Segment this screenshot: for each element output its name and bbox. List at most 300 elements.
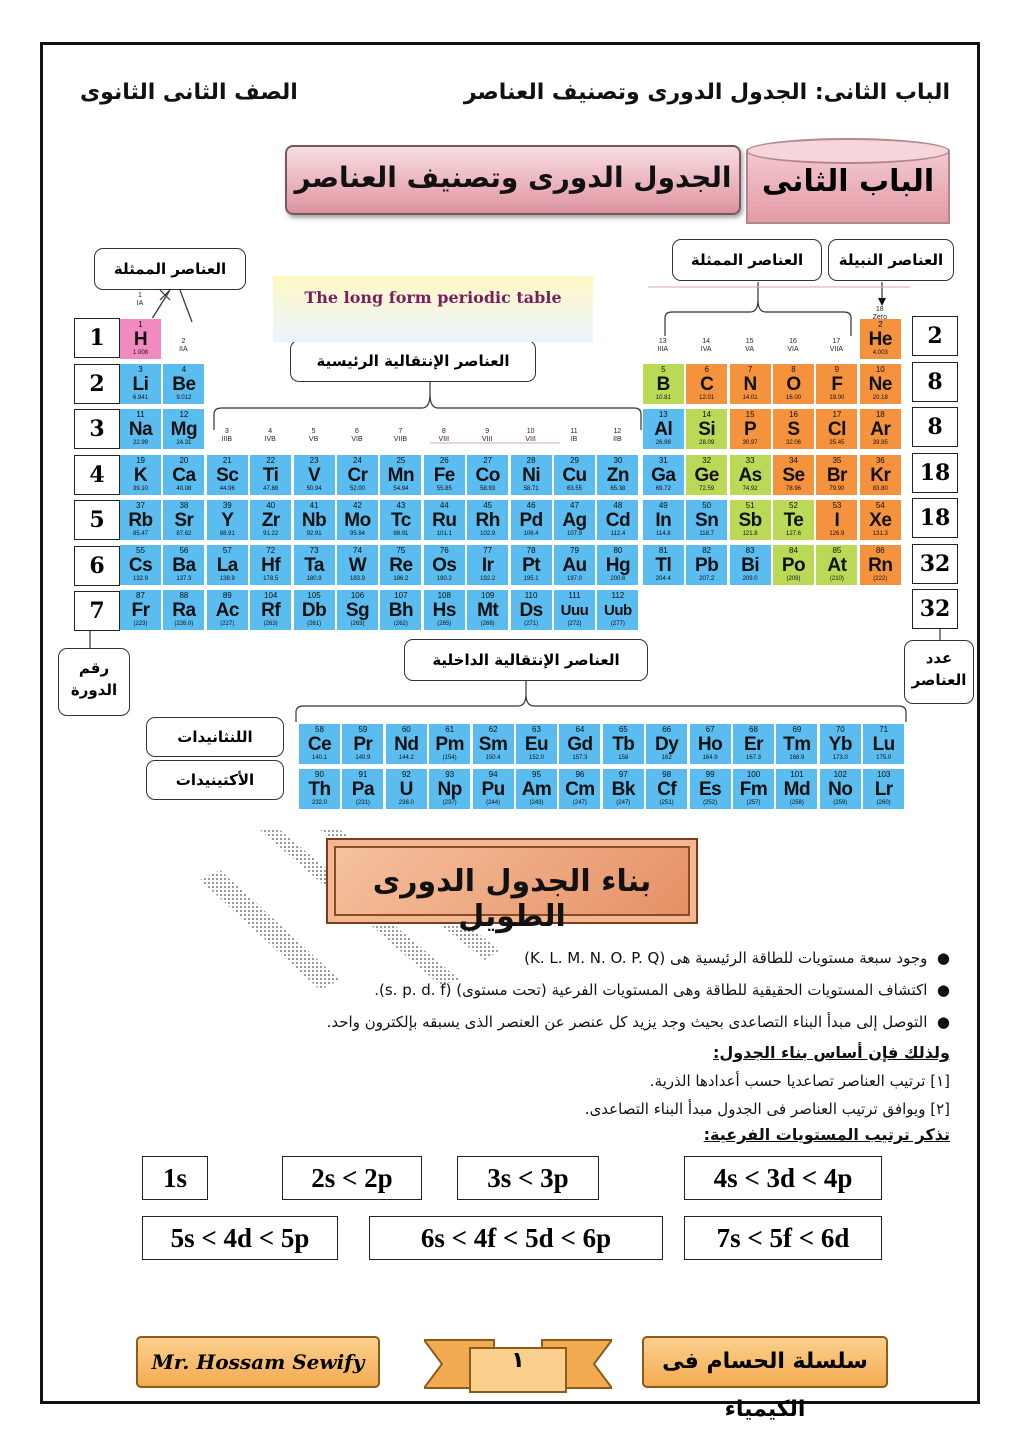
element-cell-w: [336, 544, 379, 586]
atomic-mass: (263): [350, 621, 365, 628]
element-symbol: Ta: [304, 555, 324, 576]
element-cell-pr: [341, 723, 384, 765]
orbital-order-box: 3s < 3p: [457, 1156, 599, 1200]
element-cell-u: [385, 768, 428, 810]
atomic-number: 18: [875, 410, 885, 420]
atomic-mass: 87.62: [176, 530, 192, 537]
element-symbol: Sg: [345, 600, 370, 622]
element-symbol: Pu: [481, 779, 505, 800]
callout-noble: العناصر النبيلة: [828, 239, 954, 281]
atomic-mass: 132.9: [132, 576, 148, 582]
element-cell-ge: [685, 454, 728, 496]
atomic-mass: 54.94: [393, 485, 409, 492]
basis-heading: ولذلك فإن أساس بناء الجدول:: [712, 1043, 950, 1062]
atomic-mass: 190.2: [436, 576, 452, 582]
atomic-mass: 112.4: [610, 530, 626, 537]
atomic-mass: (210): [829, 576, 844, 582]
element-cell-db: [293, 589, 336, 631]
element-symbol: Md: [783, 779, 811, 800]
element-symbol: Sm: [478, 734, 508, 755]
group-label: 9 VIII: [481, 428, 493, 443]
atomic-mass: 52.00: [349, 485, 365, 492]
element-symbol: Au: [562, 555, 587, 576]
atomic-number: 78: [526, 546, 536, 555]
atomic-mass: (260): [876, 800, 891, 806]
element-symbol: Eu: [524, 734, 549, 755]
atomic-number: 76: [439, 546, 449, 555]
atomic-number: 91: [358, 770, 368, 779]
element-count-box: 2: [912, 316, 958, 356]
element-cell-cu: [553, 454, 596, 496]
atomic-mass: (243): [529, 800, 544, 806]
atomic-number: 99: [705, 770, 715, 779]
atomic-number: 90: [315, 770, 324, 779]
atomic-number: 43: [396, 500, 406, 510]
element-symbol: Nd: [394, 734, 419, 755]
element-cell-in: [642, 499, 685, 541]
atomic-mass: 175.0: [876, 755, 892, 761]
element-symbol: Uuu: [560, 602, 589, 620]
element-symbol: At: [827, 555, 847, 576]
atomic-mass: 138.9: [219, 576, 235, 582]
atomic-mass: 4.003: [872, 350, 888, 356]
element-cell-am: [515, 768, 558, 810]
element-symbol: Ga: [651, 464, 676, 486]
orbital-order-box: 2s < 2p: [282, 1156, 422, 1200]
element-symbol: Es: [698, 779, 722, 800]
atomic-number: 106: [350, 591, 365, 601]
atomic-mass: 95.94: [349, 530, 365, 537]
group-label: 8 VIII: [438, 428, 450, 443]
atomic-number: 30: [613, 455, 623, 465]
element-cell-c: [685, 363, 728, 405]
atomic-mass: 6.941: [132, 395, 148, 402]
atomic-mass: 74.92: [742, 485, 758, 492]
element-symbol: Li: [132, 374, 149, 396]
atomic-mass: 118.7: [699, 530, 714, 537]
atomic-mass: (258): [789, 800, 804, 806]
element-symbol: Be: [172, 374, 196, 396]
element-symbol: Na: [128, 419, 153, 441]
group-label: 17 VIIA: [829, 338, 843, 353]
atomic-mass: (272): [567, 621, 582, 628]
atomic-mass: 65.38: [610, 485, 626, 492]
atomic-number: 50: [702, 500, 712, 510]
element-cell-sn: [685, 499, 728, 541]
element-cell-rn: [859, 544, 902, 586]
atomic-mass: (154): [442, 755, 457, 761]
atomic-number: 24: [353, 455, 362, 465]
element-symbol: Bk: [611, 779, 635, 800]
element-symbol: Fm: [739, 779, 768, 800]
atomic-number: 9: [834, 365, 840, 375]
atomic-number: 22: [266, 455, 276, 465]
element-count-box: 8: [912, 407, 958, 447]
element-cell-sb: [729, 499, 772, 541]
element-cell-no: [819, 768, 862, 810]
element-symbol: Fe: [433, 464, 455, 486]
atomic-mass: (231): [355, 800, 370, 806]
atomic-number: 16: [789, 410, 798, 420]
callout-representative-left: العناصر الممثلة: [94, 248, 246, 290]
element-symbol: Hf: [261, 555, 281, 576]
element-cell-ru: [423, 499, 466, 541]
atomic-number: 110: [524, 591, 538, 601]
element-symbol: Si: [698, 419, 716, 441]
element-cell-rb: [119, 499, 162, 541]
element-symbol: Pm: [435, 734, 464, 755]
atomic-number: 33: [745, 455, 755, 465]
element-symbol: N: [743, 374, 757, 396]
atomic-number: 31: [658, 455, 668, 465]
atomic-number: 68: [749, 725, 758, 734]
element-symbol: Mt: [477, 600, 499, 622]
atomic-number: 80: [613, 546, 623, 555]
atomic-mass: 72.59: [699, 485, 715, 492]
element-cell-y: [206, 499, 249, 541]
element-cell-au: [553, 544, 596, 586]
element-symbol: Lu: [872, 734, 895, 755]
atomic-number: 6: [704, 365, 709, 375]
atomic-mass: 55.85: [436, 485, 452, 492]
element-cell-pb: [685, 544, 728, 586]
atomic-number: 85: [832, 546, 842, 555]
group-label: 4 IVB: [264, 428, 276, 443]
element-cell-li: [119, 363, 162, 405]
element-cell-re: [379, 544, 422, 586]
atomic-number: 49: [658, 500, 668, 510]
atomic-number: 57: [222, 546, 232, 555]
grade-header: الصف الثانى الثانوى: [80, 80, 298, 105]
element-symbol: W: [348, 555, 367, 576]
atomic-number: 71: [879, 725, 889, 734]
element-cell-ar: [859, 408, 902, 450]
atomic-mass: 121.8: [742, 530, 758, 537]
atomic-number: 70: [835, 725, 845, 734]
atomic-mass: 107.9: [566, 530, 582, 537]
atomic-mass: 127.6: [785, 530, 801, 537]
atomic-mass: 200.6: [610, 576, 626, 582]
element-symbol: Bi: [741, 555, 760, 576]
atomic-mass: (209): [786, 576, 801, 582]
element-symbol: Zr: [261, 509, 280, 531]
atomic-number: 97: [618, 770, 628, 779]
atomic-number: 108: [437, 591, 451, 601]
element-cell-ta: [293, 544, 336, 586]
atomic-mass: 39.95: [872, 440, 888, 447]
atomic-mass: (251): [659, 800, 674, 806]
atomic-number: 69: [792, 725, 802, 734]
atomic-number: 1: [138, 320, 143, 329]
bullet-text: وجود سبعة مستويات للطاقة الرئيسية هى (K. L. M. N. O. P. Q): [524, 949, 928, 967]
element-symbol: O: [786, 374, 801, 396]
element-cell-lr: [862, 768, 905, 810]
element-symbol: Np: [437, 779, 462, 800]
atomic-mass: (266): [480, 621, 495, 628]
atomic-number: 45: [483, 500, 493, 510]
element-cell-pd: [510, 499, 553, 541]
chapter-tab-label: الجدول الدورى وتصنيف العناصر: [294, 161, 732, 194]
section-banner: [326, 838, 698, 934]
element-cell-hg: [596, 544, 639, 586]
element-cell-fm: [732, 768, 775, 810]
element-cell-rh: [466, 499, 509, 541]
element-cell-bh: [379, 589, 422, 631]
element-cell-sc: [206, 454, 249, 496]
element-cell-te: [772, 499, 815, 541]
element-symbol: Sr: [174, 509, 194, 531]
atomic-mass: 158: [618, 755, 629, 761]
atomic-number: 77: [483, 546, 493, 555]
element-cell-tm: [775, 723, 818, 765]
atomic-mass: 47.88: [263, 485, 279, 492]
element-cell-pu: [472, 768, 515, 810]
atomic-mass: (259): [833, 800, 848, 806]
atomic-mass: 19.00: [829, 395, 845, 402]
atomic-number: 38: [179, 500, 189, 510]
atomic-mass: (271): [524, 621, 539, 628]
atomic-mass: 232.0: [311, 800, 327, 806]
element-cell-ti: [249, 454, 292, 496]
atomic-mass: (262): [393, 621, 408, 628]
atomic-mass: 12.01: [699, 395, 715, 402]
element-symbol: Rf: [261, 600, 281, 622]
element-symbol: Ac: [215, 600, 239, 622]
element-cell-dy: [645, 723, 688, 765]
atomic-mass: 10.81: [655, 395, 671, 402]
group-label: 14 IVA: [700, 338, 712, 353]
atomic-number: 52: [789, 500, 798, 510]
period-number-box: 4: [74, 455, 120, 495]
atomic-mass: 238.0: [398, 800, 414, 806]
atomic-mass: 197.0: [566, 576, 582, 582]
element-cell-tl: [642, 544, 685, 586]
atomic-number: 25: [396, 455, 406, 465]
atomic-number: 58: [315, 725, 324, 734]
atomic-number: 60: [401, 725, 411, 734]
element-symbol: No: [828, 779, 853, 800]
group-label: 13 IIIA: [657, 338, 669, 353]
atomic-mass: (277): [610, 621, 625, 628]
atomic-mass: 209.0: [742, 576, 758, 582]
element-symbol: Lr: [874, 779, 893, 800]
atomic-mass: (265): [437, 621, 452, 628]
orbital-order-box: 1s: [142, 1156, 208, 1200]
atomic-mass: 44.96: [219, 485, 235, 492]
atomic-number: 42: [353, 500, 362, 510]
element-symbol: Ba: [172, 555, 196, 576]
atomic-mass: 204.4: [655, 576, 671, 582]
atomic-number: 32: [702, 455, 712, 465]
element-symbol: Os: [432, 555, 457, 576]
period-number-box: 5: [74, 500, 120, 540]
atomic-mass: (257): [746, 800, 761, 806]
atomic-number: 66: [662, 725, 672, 734]
atomic-mass: 152.0: [528, 755, 544, 761]
callout-lanthanides: اللنثانيدات: [146, 717, 284, 757]
element-symbol: Ge: [694, 464, 719, 486]
element-symbol: Co: [475, 464, 500, 486]
atomic-number: 75: [396, 546, 406, 555]
element-cell-th: [298, 768, 341, 810]
element-symbol: Hs: [432, 600, 456, 622]
element-symbol: Cl: [827, 419, 846, 441]
group-label: 6 VIB: [351, 428, 363, 443]
element-symbol: Sc: [216, 464, 239, 486]
atomic-number: 87: [136, 591, 145, 601]
section-banner-label: بناء الجدول الدورى الطويل: [372, 864, 652, 934]
element-cell-si: [685, 408, 728, 450]
atomic-number: 84: [789, 546, 798, 555]
atomic-mass: 92.91: [306, 530, 322, 537]
element-cell-he: [859, 318, 902, 360]
element-count-box: 8: [912, 362, 958, 402]
atomic-number: 79: [570, 546, 579, 555]
atomic-number: 29: [570, 455, 579, 465]
atomic-mass: (244): [486, 800, 501, 806]
atomic-number: 104: [264, 591, 278, 601]
atomic-mass: 126.9: [829, 530, 845, 537]
element-symbol: Db: [301, 600, 327, 622]
element-symbol: Pt: [522, 555, 541, 576]
group-label: 18 Zero: [872, 306, 887, 321]
element-symbol: Ds: [519, 600, 543, 622]
atomic-mass: 131.3: [872, 530, 888, 537]
atomic-mass: 40.08: [176, 485, 192, 492]
element-symbol: Nb: [301, 509, 327, 531]
element-symbol: Sn: [695, 509, 719, 531]
atomic-mass: 50.94: [306, 485, 322, 492]
atomic-mass: 140.1: [311, 755, 327, 761]
element-symbol: H: [133, 329, 148, 350]
atomic-mass: 150.4: [485, 755, 501, 761]
atomic-number: 81: [658, 546, 668, 555]
element-cell-sg: [336, 589, 379, 631]
atomic-mass: 207.2: [699, 576, 715, 582]
atomic-number: 35: [832, 455, 842, 465]
element-symbol: Tm: [783, 734, 811, 755]
bullet-text: اكتشاف المستويات الحقيقية للطاقة وهى المستويات الفرعية (تحت مستوى) (s. p. d. f).: [374, 981, 928, 999]
atomic-number: 13: [658, 410, 668, 420]
atomic-number: 88: [179, 591, 189, 601]
element-symbol: Ho: [697, 734, 723, 755]
element-cell-mt: [466, 589, 509, 631]
orbital-order-box: 7s < 5f < 6d: [684, 1216, 882, 1260]
atomic-number: 15: [745, 410, 755, 420]
element-cell-pt: [510, 544, 553, 586]
element-cell-nb: [293, 499, 336, 541]
element-symbol: Se: [782, 464, 805, 486]
element-cell-ni: [510, 454, 553, 496]
atomic-mass: 173.0: [832, 755, 848, 761]
element-symbol: Gd: [567, 734, 593, 755]
element-cell-lu: [862, 723, 905, 765]
element-symbol: Bh: [388, 600, 414, 622]
callout-main-transition: العناصر الإنتقالية الرئيسية: [290, 340, 536, 382]
element-symbol: S: [787, 419, 800, 441]
element-symbol: B: [656, 374, 670, 396]
element-symbol: Pb: [695, 555, 719, 576]
atomic-number: 59: [358, 725, 368, 734]
element-symbol: Cr: [347, 464, 368, 486]
group-label: 16 VIA: [787, 338, 799, 353]
atomic-number: 112: [611, 591, 625, 601]
atomic-number: 40: [266, 500, 276, 510]
atomic-number: 105: [307, 591, 321, 601]
callout-inner-transition: العناصر الإنتقالية الداخلية: [404, 639, 648, 681]
atomic-number: 61: [445, 725, 455, 734]
atomic-number: 3: [138, 365, 143, 375]
atomic-mass: 30.97: [742, 440, 758, 447]
atomic-number: 65: [618, 725, 628, 734]
basis-item: [١] ترتيب العناصر تصاعديا حسب أعدادها الذرية.: [649, 1072, 950, 1090]
atomic-mass: 91.22: [263, 530, 279, 537]
group-label: 5 VB: [308, 428, 319, 443]
atomic-number: 39: [222, 500, 232, 510]
atomic-number: 94: [488, 770, 498, 779]
element-cell-eu: [515, 723, 558, 765]
element-cell-ho: [689, 723, 732, 765]
atomic-number: 8: [791, 365, 796, 375]
element-cell-cm: [558, 768, 601, 810]
atomic-number: 74: [353, 546, 362, 555]
atomic-number: 56: [179, 546, 189, 555]
element-cell-se: [772, 454, 815, 496]
element-symbol: Cu: [562, 464, 587, 486]
element-cell-ba: [162, 544, 205, 586]
orbital-order-box: 6s < 4f < 5d < 6p: [369, 1216, 663, 1260]
atomic-number: 46: [526, 500, 536, 510]
element-cell-ca: [162, 454, 205, 496]
element-cell-sr: [162, 499, 205, 541]
atomic-mass: 32.06: [785, 440, 801, 447]
element-symbol: Ra: [172, 600, 196, 622]
element-cell-cr: [336, 454, 379, 496]
element-cell-k: [119, 454, 162, 496]
atomic-number: 98: [662, 770, 672, 779]
element-count-box: 32: [912, 589, 958, 629]
element-cell-rf: [249, 589, 292, 631]
atomic-mass: (222): [873, 576, 888, 582]
element-symbol: Rb: [128, 509, 153, 531]
bullet-text: التوصل إلى مبدأ البناء التصاعدى بحيث وجد يزيد كل عنصر عن العنصر الذى يسبقه بإلكترون واحد.: [326, 1013, 928, 1031]
atomic-mass: (247): [572, 800, 587, 806]
atomic-mass: (237): [442, 800, 457, 806]
element-symbol: In: [655, 509, 672, 531]
element-symbol: La: [216, 555, 238, 576]
atomic-number: 53: [832, 500, 842, 510]
element-cell-ce: [298, 723, 341, 765]
element-symbol: V: [308, 464, 321, 486]
element-symbol: Zn: [606, 464, 629, 486]
element-cell-mn: [379, 454, 422, 496]
atomic-mass: 101.1: [436, 530, 452, 537]
element-cell-os: [423, 544, 466, 586]
element-cell-br: [815, 454, 858, 496]
atomic-number: 93: [445, 770, 455, 779]
atomic-mass: 78.96: [785, 485, 801, 492]
element-symbol: Ne: [868, 374, 892, 396]
atomic-number: 4: [181, 365, 187, 375]
atomic-number: 47: [570, 500, 579, 510]
element-symbol: Cm: [565, 779, 595, 800]
element-symbol: Uub: [604, 602, 632, 620]
element-symbol: Mg: [170, 419, 198, 441]
atomic-number: 102: [833, 770, 847, 779]
atomic-mass: 58.93: [480, 485, 496, 492]
element-symbol: Ti: [262, 464, 279, 486]
atomic-mass: (227): [220, 621, 235, 628]
